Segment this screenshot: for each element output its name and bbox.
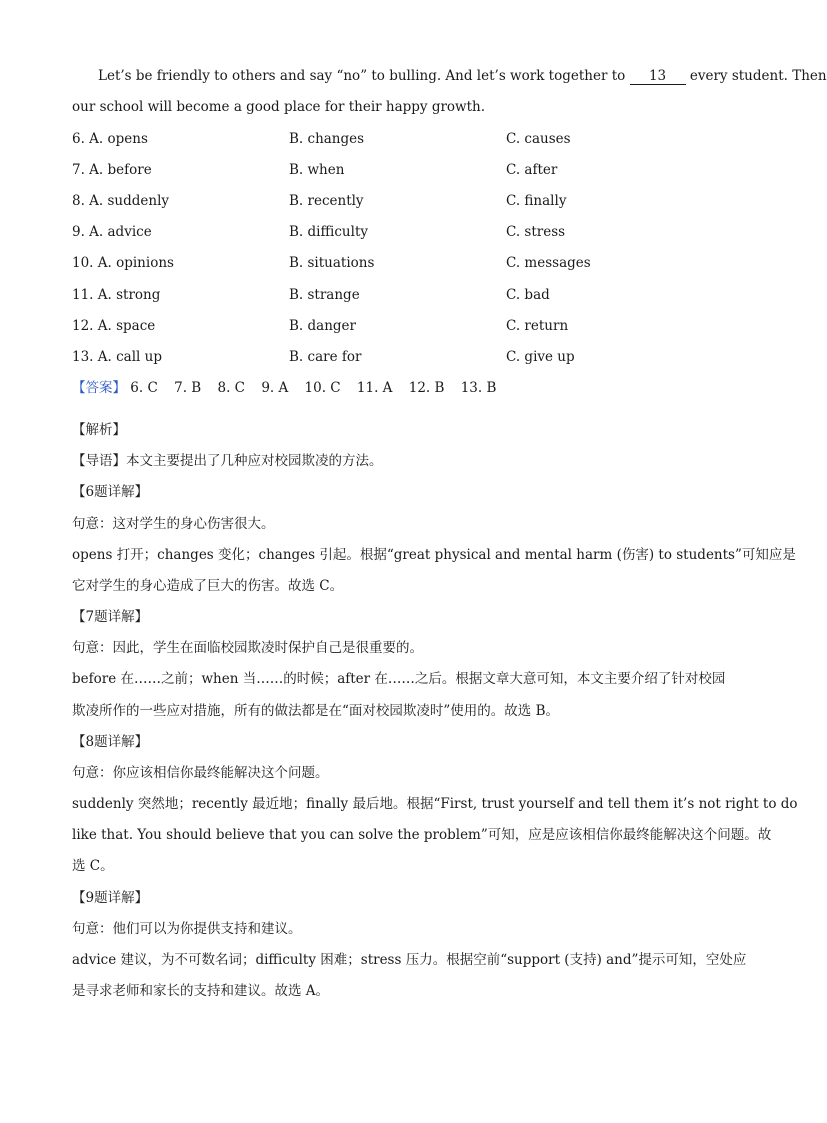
option-c: C. stress	[506, 224, 566, 240]
option-c: C. return	[506, 318, 569, 334]
option-row	[72, 286, 732, 304]
q6-sentence: 句意：这对学生的身心伤害很大。	[72, 516, 275, 532]
answer-item: 10. C	[304, 380, 341, 396]
answer-item: 11. A	[356, 380, 393, 396]
option-b: B. situations	[289, 255, 375, 271]
option-c: C. bad	[506, 287, 550, 303]
analysis-heading: 【解析】	[72, 422, 126, 438]
option-c: C. causes	[506, 131, 571, 147]
q8-explanation-line: 选 C。	[72, 858, 114, 874]
answer-item: 13. B	[460, 380, 497, 396]
blank-13: 13	[630, 69, 686, 85]
option-a: 12. A. space	[72, 318, 156, 334]
option-row	[72, 254, 732, 272]
q9-heading: 【9题详解】	[72, 890, 149, 906]
option-row	[72, 223, 732, 241]
q7-explanation-line: before 在……之前；when 当……的时候；after 在……之后。根据文章大意可知，本文主要介绍了针对校园	[72, 671, 726, 687]
option-a: 9. A. advice	[72, 224, 152, 240]
option-c: C. finally	[506, 193, 567, 209]
q7-sentence: 句意：因此，学生在面临校园欺凌时保护自己是很重要的。	[72, 640, 423, 656]
answer-tag: 【答案】	[72, 380, 126, 396]
option-c: C. after	[506, 162, 558, 178]
q8-heading: 【8题详解】	[72, 734, 149, 750]
option-a: 7. A. before	[72, 162, 152, 178]
q8-explanation-line: suddenly 突然地；recently 最近地；finally 最后地。根据“First, trust yourself and tell them it’s not right to do	[72, 796, 798, 812]
option-row	[72, 348, 732, 366]
passage-text-post: every student. Then	[685, 68, 827, 84]
answer-item: 7. B	[174, 380, 202, 396]
passage-line-2: our school will become a good place for their happy growth.	[72, 99, 486, 115]
option-row	[72, 161, 732, 179]
passage-line-1	[98, 67, 827, 85]
option-a: 8. A. suddenly	[72, 193, 170, 209]
option-b: B. when	[289, 162, 345, 178]
option-b: B. strange	[289, 287, 360, 303]
option-a: 6. A. opens	[72, 131, 148, 147]
guide-text: 【导语】本文主要提出了几种应对校园欺凌的方法。	[72, 453, 383, 469]
option-b: B. care for	[289, 349, 362, 365]
option-c: C. messages	[506, 255, 591, 271]
option-b: B. danger	[289, 318, 356, 334]
q7-heading: 【7题详解】	[72, 609, 149, 625]
option-row	[72, 317, 732, 335]
option-a: 13. A. call up	[72, 349, 162, 365]
passage-text-pre: Let’s be friendly to others and say “no” to bulling. And let’s work together to	[98, 68, 630, 84]
answer-item: 12. B	[408, 380, 445, 396]
answer-item: 6. C	[130, 380, 158, 396]
option-a: 11. A. strong	[72, 287, 161, 303]
option-c: C. give up	[506, 349, 575, 365]
q6-explanation-line: opens 打开；changes 变化；changes 引起。根据“great physical and mental harm (伤害) to students”可知应是	[72, 547, 796, 563]
q6-explanation-line: 它对学生的身心造成了巨大的伤害。故选 C。	[72, 578, 344, 594]
q6-heading: 【6题详解】	[72, 484, 149, 500]
q9-explanation-line: 是寻求老师和家长的支持和建议。故选 A。	[72, 983, 330, 999]
option-b: B. recently	[289, 193, 364, 209]
answer-item: 8. C	[217, 380, 246, 396]
option-a: 10. A. opinions	[72, 255, 174, 271]
option-b: B. difficulty	[289, 224, 368, 240]
q9-explanation-line: advice 建议，为不可数名词；difficulty 困难；stress 压力。根据空前“support (支持) and”提示可知，空处应	[72, 952, 747, 968]
option-row	[72, 130, 732, 148]
q8-explanation-line: like that. You should believe that you can solve the problem”可知，应是应该相信你最终能解决这个问题。故	[72, 827, 772, 843]
option-b: B. changes	[289, 131, 365, 147]
q9-sentence: 句意：他们可以为你提供支持和建议。	[72, 921, 302, 937]
q8-sentence: 句意：你应该相信你最终能解决这个问题。	[72, 765, 329, 781]
answer-row	[72, 379, 508, 397]
q7-explanation-line: 欺凌所作的一些应对措施，所有的做法都是在“面对校园欺凌时”使用的。故选 B。	[72, 703, 560, 719]
option-row	[72, 192, 732, 210]
answer-item: 9. A	[261, 380, 289, 396]
